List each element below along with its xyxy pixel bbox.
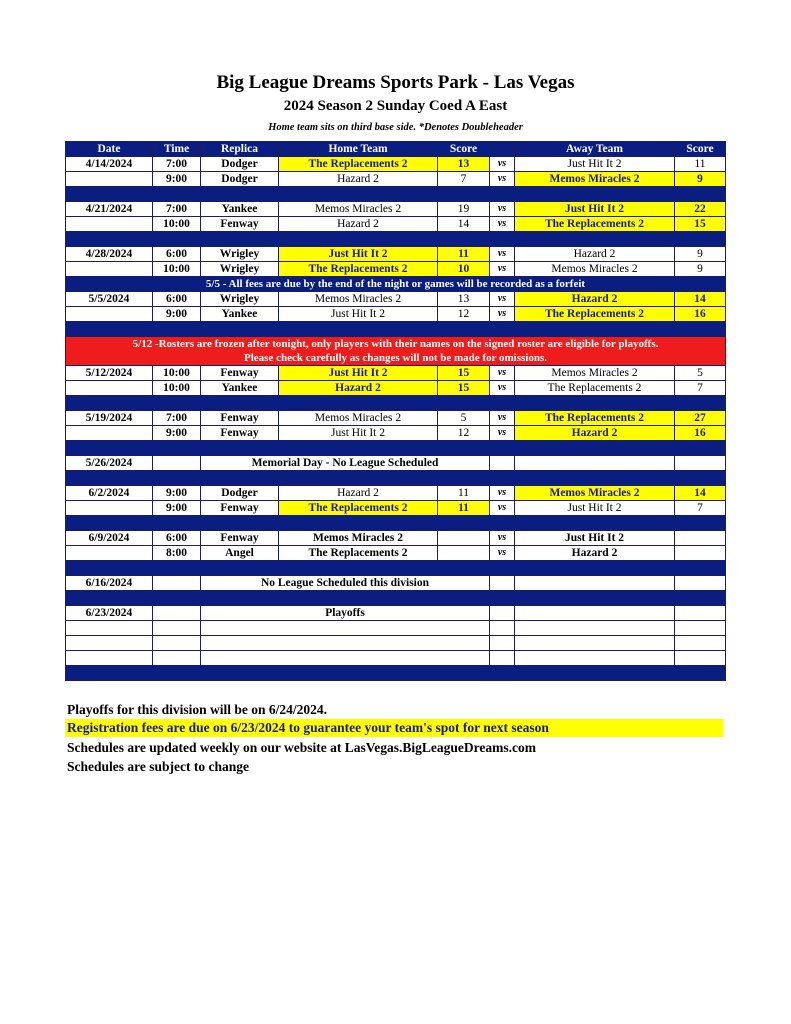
row-date [66, 546, 153, 561]
row-home-team: Hazard 2 [279, 172, 438, 187]
row-replica: Fenway [201, 411, 279, 426]
row-time: 9:00 [153, 307, 201, 322]
row-replica: Angel [201, 546, 279, 561]
row-vs [490, 576, 515, 591]
row-date: 6/23/2024 [66, 606, 153, 621]
row-vs [490, 651, 515, 666]
row-home-score: 7 [438, 172, 490, 187]
col-away-team: Away Team [515, 142, 675, 157]
row-home-score: 12 [438, 307, 490, 322]
row-away-score [675, 456, 726, 471]
row-date: 5/26/2024 [66, 456, 153, 471]
row-date [66, 217, 153, 232]
row-date [66, 172, 153, 187]
row-away-score [675, 651, 726, 666]
row-away-score: 7 [675, 381, 726, 396]
row-message [201, 636, 490, 651]
row-home-team: Memos Miracles 2 [279, 292, 438, 307]
row-home-score: 12 [438, 426, 490, 441]
row-vs [490, 636, 515, 651]
spacer-row [66, 666, 726, 681]
spacer-cell [66, 516, 726, 531]
game-row [66, 426, 726, 441]
row-away-score: 16 [675, 426, 726, 441]
row-time: 10:00 [153, 262, 201, 277]
row-away-score: 11 [675, 157, 726, 172]
row-date: 6/16/2024 [66, 576, 153, 591]
row-away-team: The Replacements 2 [515, 307, 675, 322]
row-vs: vs [490, 426, 515, 441]
row-away-score: 5 [675, 366, 726, 381]
spacer-cell [66, 561, 726, 576]
row-away-team: Memos Miracles 2 [515, 262, 675, 277]
row-time: 8:00 [153, 546, 201, 561]
row-replica: Wrigley [201, 292, 279, 307]
footer-playoffs-note: Playoffs for this division will be on 6/24/2024. [67, 702, 328, 717]
spacer-cell [66, 471, 726, 486]
row-away-score: 9 [675, 262, 726, 277]
row-replica: Yankee [201, 202, 279, 217]
schedule-body [66, 157, 726, 681]
row-replica: Dodger [201, 157, 279, 172]
row-away-team: Memos Miracles 2 [515, 486, 675, 501]
row-vs: vs [490, 501, 515, 516]
row-vs: vs [490, 546, 515, 561]
row-away-team: Just Hit It 2 [515, 157, 675, 172]
row-time: 6:00 [153, 531, 201, 546]
spacer-row [66, 187, 726, 202]
row-away-score: 7 [675, 501, 726, 516]
schedule-table [65, 141, 726, 681]
row-home-team: Just Hit It 2 [279, 247, 438, 262]
row-date [66, 621, 153, 636]
game-row [66, 486, 726, 501]
row-home-score [438, 531, 490, 546]
col-time: Time [153, 142, 201, 157]
row-time: 9:00 [153, 172, 201, 187]
row-vs [490, 621, 515, 636]
spacer-cell [66, 322, 726, 337]
row-home-team: Memos Miracles 2 [279, 411, 438, 426]
row-away-score [675, 576, 726, 591]
game-row [66, 307, 726, 322]
row-date: 6/2/2024 [66, 486, 153, 501]
row-replica: Fenway [201, 366, 279, 381]
row-away-score [675, 621, 726, 636]
row-time: 7:00 [153, 202, 201, 217]
row-away-team [515, 621, 675, 636]
message-row [66, 456, 726, 471]
message-row [66, 651, 726, 666]
row-date: 5/12/2024 [66, 366, 153, 381]
row-date: 4/14/2024 [66, 157, 153, 172]
row-away-team: Just Hit It 2 [515, 202, 675, 217]
row-away-team [515, 576, 675, 591]
row-away-team [515, 606, 675, 621]
row-date: 4/28/2024 [66, 247, 153, 262]
game-row [66, 411, 726, 426]
row-vs: vs [490, 202, 515, 217]
row-replica: Fenway [201, 501, 279, 516]
footer-change-note: Schedules are subject to change [67, 759, 249, 774]
roster-notice-line1: 5/12 -Rosters are frozen after tonight, only players with their names on the signed roster are eligible for playoffs. [132, 338, 659, 350]
row-home-team: Memos Miracles 2 [279, 202, 438, 217]
row-away-score: 14 [675, 292, 726, 307]
spacer-row [66, 441, 726, 456]
row-home-score: 13 [438, 292, 490, 307]
spacer-cell [66, 232, 726, 247]
game-row [66, 381, 726, 396]
game-row [66, 202, 726, 217]
spacer-row [66, 591, 726, 606]
row-date [66, 426, 153, 441]
message-row [66, 636, 726, 651]
row-home-score: 15 [438, 366, 490, 381]
row-vs: vs [490, 486, 515, 501]
row-vs: vs [490, 411, 515, 426]
row-home-score: 10 [438, 262, 490, 277]
row-home-team: Hazard 2 [279, 486, 438, 501]
row-replica: Wrigley [201, 247, 279, 262]
row-time [153, 636, 201, 651]
row-vs: vs [490, 531, 515, 546]
spacer-cell [66, 591, 726, 606]
row-home-score: 11 [438, 247, 490, 262]
row-away-team: Just Hit It 2 [515, 531, 675, 546]
row-message: Playoffs [201, 606, 490, 621]
row-replica: Fenway [201, 426, 279, 441]
row-vs: vs [490, 247, 515, 262]
row-home-team: The Replacements 2 [279, 501, 438, 516]
row-home-team: Just Hit It 2 [279, 426, 438, 441]
row-vs: vs [490, 172, 515, 187]
spacer-row [66, 322, 726, 337]
row-away-team: The Replacements 2 [515, 411, 675, 426]
row-away-team: The Replacements 2 [515, 381, 675, 396]
row-home-team: Just Hit It 2 [279, 366, 438, 381]
row-vs: vs [490, 292, 515, 307]
spacer-row [66, 232, 726, 247]
row-home-score: 15 [438, 381, 490, 396]
game-row [66, 546, 726, 561]
spacer-cell [66, 396, 726, 411]
row-home-team: The Replacements 2 [279, 546, 438, 561]
row-home-score: 11 [438, 486, 490, 501]
row-time: 10:00 [153, 217, 201, 232]
row-replica: Wrigley [201, 262, 279, 277]
row-away-score: 22 [675, 202, 726, 217]
row-date [66, 307, 153, 322]
row-date [66, 381, 153, 396]
spacer-row [66, 471, 726, 486]
row-time [153, 651, 201, 666]
row-away-team: Hazard 2 [515, 292, 675, 307]
col-away-score: Score [675, 142, 726, 157]
row-away-team: The Replacements 2 [515, 217, 675, 232]
row-date: 5/19/2024 [66, 411, 153, 426]
row-replica: Yankee [201, 307, 279, 322]
spacer-row [66, 396, 726, 411]
row-vs: vs [490, 307, 515, 322]
row-date: 5/5/2024 [66, 292, 153, 307]
page-subtitle: 2024 Season 2 Sunday Coed A East [283, 98, 508, 114]
row-away-score [675, 636, 726, 651]
row-replica: Dodger [201, 172, 279, 187]
game-row [66, 157, 726, 172]
row-away-team: Hazard 2 [515, 247, 675, 262]
footer-registration-note: Registration fees are due on 6/23/2024 to guarantee your team's spot for next season [65, 719, 723, 737]
row-home-score [438, 546, 490, 561]
row-time [153, 606, 201, 621]
col-vs [490, 142, 515, 157]
row-away-team [515, 456, 675, 471]
row-replica: Dodger [201, 486, 279, 501]
row-date: 6/9/2024 [66, 531, 153, 546]
row-home-team: Just Hit It 2 [279, 307, 438, 322]
row-message: No League Scheduled this division [201, 576, 490, 591]
game-row [66, 531, 726, 546]
row-time: 9:00 [153, 426, 201, 441]
game-row [66, 247, 726, 262]
row-home-score: 13 [438, 157, 490, 172]
row-home-score: 11 [438, 501, 490, 516]
page-title: Big League Dreams Sports Park - Las Vegas [216, 72, 575, 93]
game-row [66, 366, 726, 381]
row-date [66, 262, 153, 277]
row-away-score [675, 531, 726, 546]
row-away-score: 14 [675, 486, 726, 501]
row-away-score: 16 [675, 307, 726, 322]
col-home-team: Home Team [279, 142, 438, 157]
fees-notice-row [66, 277, 726, 292]
spacer-cell [66, 187, 726, 202]
row-vs: vs [490, 381, 515, 396]
row-time [153, 621, 201, 636]
roster-notice-line2: Please check carefully as changes will not be made for omissions. [244, 352, 547, 364]
row-vs [490, 606, 515, 621]
game-row [66, 292, 726, 307]
row-away-score [675, 546, 726, 561]
row-message: Memorial Day - No League Scheduled [201, 456, 490, 471]
row-away-team: Memos Miracles 2 [515, 366, 675, 381]
row-away-team [515, 651, 675, 666]
row-time: 9:00 [153, 501, 201, 516]
schedule-note: Home team sits on third base side. *Denotes Doubleheader [268, 122, 523, 133]
row-date: 4/21/2024 [66, 202, 153, 217]
row-message [201, 621, 490, 636]
spacer-cell [66, 666, 726, 681]
row-vs: vs [490, 366, 515, 381]
row-home-score: 14 [438, 217, 490, 232]
row-time: 10:00 [153, 366, 201, 381]
row-time [153, 576, 201, 591]
row-time [153, 456, 201, 471]
message-row [66, 606, 726, 621]
row-date [66, 501, 153, 516]
spacer-row [66, 561, 726, 576]
table-header-row [66, 142, 726, 157]
row-home-team: Hazard 2 [279, 381, 438, 396]
spacer-row [66, 516, 726, 531]
row-time: 6:00 [153, 247, 201, 262]
row-replica: Fenway [201, 217, 279, 232]
col-replica: Replica [201, 142, 279, 157]
game-row [66, 501, 726, 516]
row-vs [490, 456, 515, 471]
row-away-team: Just Hit It 2 [515, 501, 675, 516]
row-vs: vs [490, 157, 515, 172]
roster-notice-row [66, 337, 726, 366]
row-home-score: 5 [438, 411, 490, 426]
game-row [66, 217, 726, 232]
row-away-score: 9 [675, 247, 726, 262]
row-away-team: Memos Miracles 2 [515, 172, 675, 187]
row-home-score: 19 [438, 202, 490, 217]
row-away-score: 15 [675, 217, 726, 232]
col-date: Date [66, 142, 153, 157]
row-time: 6:00 [153, 292, 201, 307]
col-home-score: Score [438, 142, 490, 157]
row-away-score: 9 [675, 172, 726, 187]
row-home-team: Memos Miracles 2 [279, 531, 438, 546]
row-replica: Yankee [201, 381, 279, 396]
roster-notice-text [66, 337, 726, 366]
row-message [201, 651, 490, 666]
row-home-team: The Replacements 2 [279, 262, 438, 277]
row-replica: Fenway [201, 531, 279, 546]
row-away-team [515, 636, 675, 651]
row-vs: vs [490, 262, 515, 277]
row-time: 7:00 [153, 157, 201, 172]
row-time: 7:00 [153, 411, 201, 426]
row-away-score [675, 606, 726, 621]
row-home-team: Hazard 2 [279, 217, 438, 232]
message-row [66, 621, 726, 636]
game-row [66, 172, 726, 187]
footer-website-note: Schedules are updated weekly on our website at LasVegas.BigLeagueDreams.com [67, 740, 537, 755]
row-time: 10:00 [153, 381, 201, 396]
row-date [66, 651, 153, 666]
game-row [66, 262, 726, 277]
message-row [66, 576, 726, 591]
fees-notice-text: 5/5 - All fees are due by the end of the night or games will be recorded as a forfeit [66, 277, 726, 292]
row-date [66, 636, 153, 651]
spacer-cell [66, 441, 726, 456]
row-away-score: 27 [675, 411, 726, 426]
row-away-team: Hazard 2 [515, 426, 675, 441]
row-home-team: The Replacements 2 [279, 157, 438, 172]
row-away-team: Hazard 2 [515, 546, 675, 561]
row-time: 9:00 [153, 486, 201, 501]
row-vs: vs [490, 217, 515, 232]
